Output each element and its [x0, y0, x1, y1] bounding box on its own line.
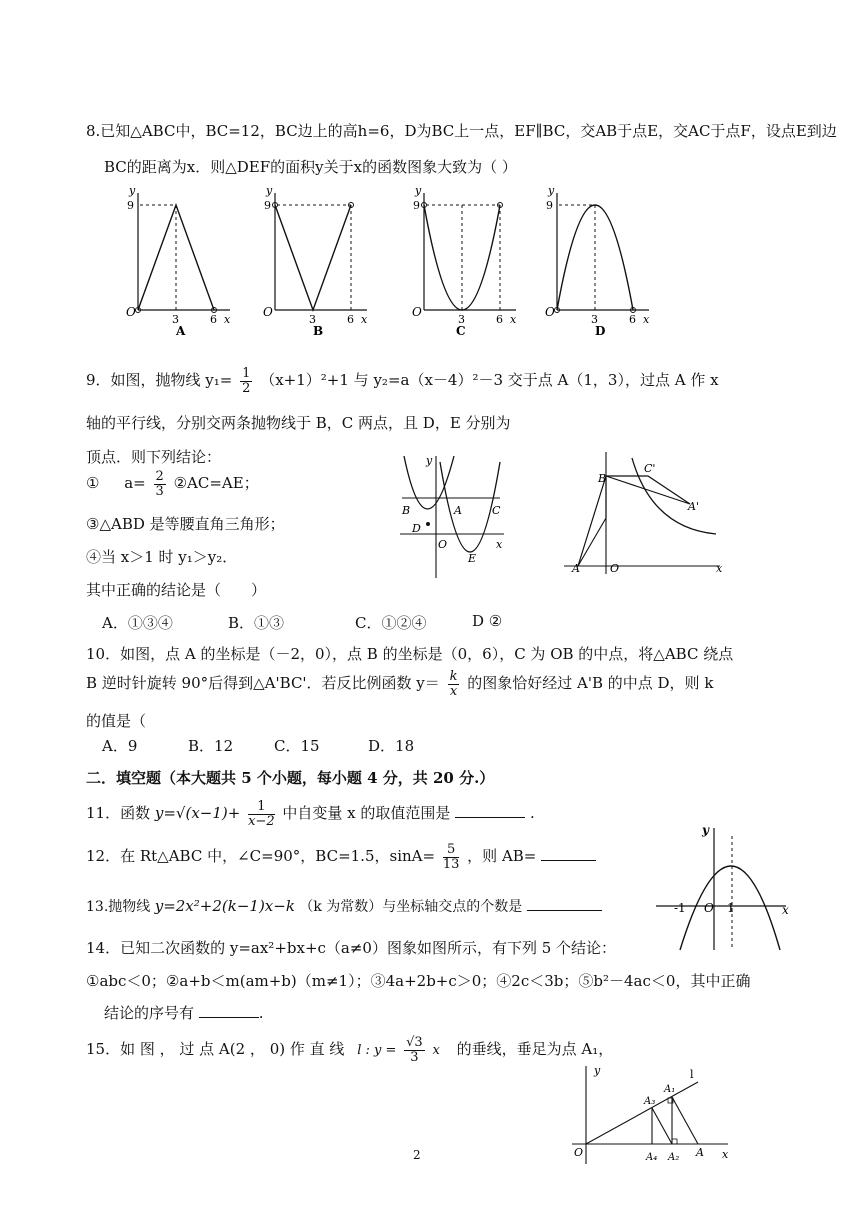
q8-b-label: B [313, 324, 324, 335]
q10-fig-x: x [716, 562, 723, 575]
q14-fig-y: y [702, 823, 709, 837]
q11-answer-blank[interactable] [455, 805, 525, 818]
q8-a-x3: 3 [172, 313, 179, 326]
q8-line2: BC的距离为x．则△DEF的面积y关于x的函数图象大致为（ ） [104, 158, 517, 176]
q9-ask: 其中正确的结论是（ ） [86, 581, 267, 599]
q15-figure [568, 1062, 733, 1167]
q9-c1-a: a= [124, 474, 146, 493]
q9-fig-x: x [496, 538, 503, 551]
q15-x: x [432, 1043, 440, 1059]
q8-graph-b [255, 185, 373, 335]
q15-fig-a: A [696, 1146, 704, 1159]
q9-line2: 轴的平行线，分别交两条抛物线于 B，C 两点，且 D，E 分别为 [86, 414, 511, 432]
q10-option-a: A．9 [102, 737, 138, 755]
q10-fig-a: A [572, 562, 580, 575]
q8-a-x: x [224, 313, 231, 326]
q9-conclusion-4: ④当 x＞1 时 y₁＞y₂． [86, 548, 238, 566]
q15-a: 15．如 图 ， 过 点 A(2 ， 0) 作 直 线 [86, 1040, 345, 1059]
q14-line3: 结论的序号有 . [104, 1004, 264, 1022]
q15-fig-y: y [594, 1064, 601, 1077]
q9-fig-c: C [492, 504, 501, 517]
q11 [86, 800, 535, 828]
q15-fig-a2: A₂ [668, 1152, 680, 1163]
q9-frac-num: 1 [242, 366, 251, 381]
q11-end: . [529, 804, 535, 823]
q8-d-o: O [545, 305, 555, 319]
q10-fig-b: B [598, 472, 607, 485]
q8-c-ytick: 9 [413, 199, 420, 212]
q8-c-x3: 3 [458, 313, 465, 326]
q9-fig-y: y [426, 454, 433, 467]
q8-line1: 8.已知△ABC中，BC=12，BC边上的高h=6，D为BC上一点，EF∥BC，交AB于点E，交AC于点F，设点E到边 [86, 122, 837, 140]
q9-fig-b: B [402, 504, 411, 517]
q10-figure [560, 448, 730, 578]
q8-c-label: C [456, 324, 466, 335]
q12-frac-num: 5 [443, 843, 460, 858]
q8-graph-d [537, 185, 655, 335]
q9-option-c: C．①②④ [355, 614, 427, 632]
q12-a: 12．在 Rt△ABC 中，∠C=90°，BC=1.5，sinA= [86, 847, 436, 866]
q9-conclusion-3: ③△ABD 是等腰直角三角形； [86, 515, 285, 533]
q8-b-y: y [266, 185, 273, 197]
q10-option-b: B．12 [188, 737, 234, 755]
q9-fig-d: D [412, 522, 421, 535]
q9-line3: 顶点．则下列结论： [86, 448, 222, 466]
q14-answer-blank[interactable] [199, 1005, 259, 1018]
q9-line1 [86, 367, 719, 395]
q8-d-x3: 3 [591, 313, 598, 326]
q8-b-x: x [361, 313, 368, 326]
q8-c-o: O [412, 305, 422, 319]
q9-frac-den: 2 [242, 380, 251, 396]
q14-figure [652, 822, 792, 954]
q8-a-x6: 6 [210, 313, 217, 326]
q9-c1-fraction [154, 470, 166, 498]
q10-frac-num: k [449, 669, 458, 684]
q15-b: 的垂线，垂足为点 A₁， [456, 1040, 614, 1059]
q8-a-ytick: 9 [127, 199, 134, 212]
q9-c2: ②AC=AE； [173, 474, 259, 493]
q8-c-x6: 6 [496, 313, 503, 326]
q8-graph-c [404, 185, 522, 335]
q10-frac-den: x [449, 683, 458, 699]
q10-line2-b: 的图象恰好经过 A'B 的中点 D，则 k [467, 674, 714, 693]
q15-expr: l : y = [357, 1043, 397, 1059]
q9-fig-o: O [438, 538, 448, 551]
q11-a: 11．函数 [86, 804, 151, 823]
q8-d-label: D [595, 324, 606, 335]
q15 [86, 1036, 613, 1064]
q8-d-x: x [643, 313, 650, 326]
q8-b-o: O [263, 305, 273, 319]
q14-line1: 14．已知二次函数的 y=ax²+bx+c（a≠0）图象如图所示，有下列 5 个结论： [86, 939, 617, 957]
q12-b: ，则 AB= [467, 847, 537, 866]
q9-option-b: B．①③ [228, 614, 285, 632]
q15-fig-x: x [722, 1148, 729, 1161]
q8-c-x: x [510, 313, 517, 326]
q8-graph-a [118, 185, 236, 335]
q14-fig-o: O [704, 901, 714, 915]
q9-option-d: D ② [472, 612, 503, 630]
q9-fig-e: E [468, 552, 477, 565]
q10-fig-a-prime: A' [688, 500, 699, 513]
q13-a: 13.抛物线 [86, 899, 151, 915]
q11-fraction [248, 800, 275, 828]
q15-fraction [404, 1036, 425, 1064]
q13-expr: y=2x²+2(k−1)x−k [154, 897, 295, 915]
q8-c-y: y [415, 185, 422, 197]
q9-conclusion-1-2 [86, 470, 259, 498]
q12 [86, 843, 596, 871]
q8-a-label: A [176, 324, 186, 335]
q8-a-o: O [126, 305, 136, 319]
q11-b: 中自变量 x 的取值范围是 [282, 804, 451, 823]
q15-fig-a4: A₄ [646, 1152, 658, 1163]
q9-figure [392, 452, 510, 582]
q15-fig-a1: A₁ [664, 1084, 676, 1095]
q10-line2-a: B 逆时针旋转 90°后得到△A'BC'．若反比例函数 y＝ [86, 674, 440, 693]
q14-line2: ①abc＜0；②a+b＜m(am+b)（m≠1）；③4a+2b+c＞0；④2c＜3b；⑤b²－4ac＜0，其中正确 [86, 972, 751, 990]
q13 [86, 896, 602, 916]
q15-frac-num: √3 [406, 1035, 423, 1050]
q10-line3: 的值是（ [86, 712, 147, 730]
q9-c1-marker: ① [86, 474, 100, 493]
q8-b-x6: 6 [347, 313, 354, 326]
q8-d-y: y [548, 185, 555, 197]
q15-fig-a3: A₃ [644, 1096, 656, 1107]
q12-answer-blank[interactable] [541, 848, 596, 861]
q10-line1: 10．如图，点 A 的坐标是（－2，0），点 B 的坐标是（0，6），C 为 OB 的中点，将△ABC 绕点 [86, 645, 734, 663]
q10-option-c: C．15 [274, 737, 320, 755]
q8-d-x6: 6 [629, 313, 636, 326]
q9-line1-b: （x+1）²+1 与 y₂=a（x－4）²－3 交于点 A（1，3），过点 A 作 x [260, 371, 719, 390]
q8-b-ytick: 9 [264, 199, 271, 212]
page-number: 2 [413, 1148, 421, 1162]
q8-a-y: y [129, 185, 136, 197]
q15-fig-l: l [690, 1068, 694, 1081]
q10-fig-c: C' [644, 462, 656, 475]
q8-b-x3: 3 [309, 313, 316, 326]
q9-line1-a: 9．如图，抛物线 y₁= [86, 371, 233, 390]
q8-d-ytick: 9 [546, 199, 553, 212]
q9-c1-frac-num: 2 [155, 469, 164, 484]
q15-fig-o: O [574, 1146, 584, 1159]
q11-frac-den: x−2 [248, 813, 275, 829]
q12-fraction [443, 843, 460, 871]
q15-frac-den: 3 [410, 1049, 419, 1065]
q9-c1-frac-den: 3 [155, 483, 164, 499]
q9-fraction [240, 367, 252, 395]
q14-fig-1: 1 [727, 901, 735, 915]
q10-line2 [86, 670, 713, 698]
q14-fig-x: x [782, 903, 789, 917]
q14-line3-text: 结论的序号有 [104, 1004, 195, 1022]
q12-frac-den: 13 [442, 856, 460, 872]
q11-expr: y=√(x−1)+ [154, 804, 241, 823]
q9-fig-a: A [454, 504, 462, 517]
q13-b: （k 为常数）与坐标轴交点的个数是 [299, 899, 523, 915]
q14-fig-m1: -1 [674, 901, 686, 915]
q10-option-d: D．18 [368, 737, 415, 755]
q9-option-a: A．①③④ [102, 614, 173, 632]
q11-frac-num: 1 [248, 800, 275, 815]
q10-fig-o: O [610, 562, 620, 575]
q13-answer-blank[interactable] [527, 898, 602, 911]
section-heading: 二．填空题（本大题共 5 个小题，每小题 4 分，共 20 分.） [86, 769, 495, 787]
q10-fraction [448, 670, 460, 698]
